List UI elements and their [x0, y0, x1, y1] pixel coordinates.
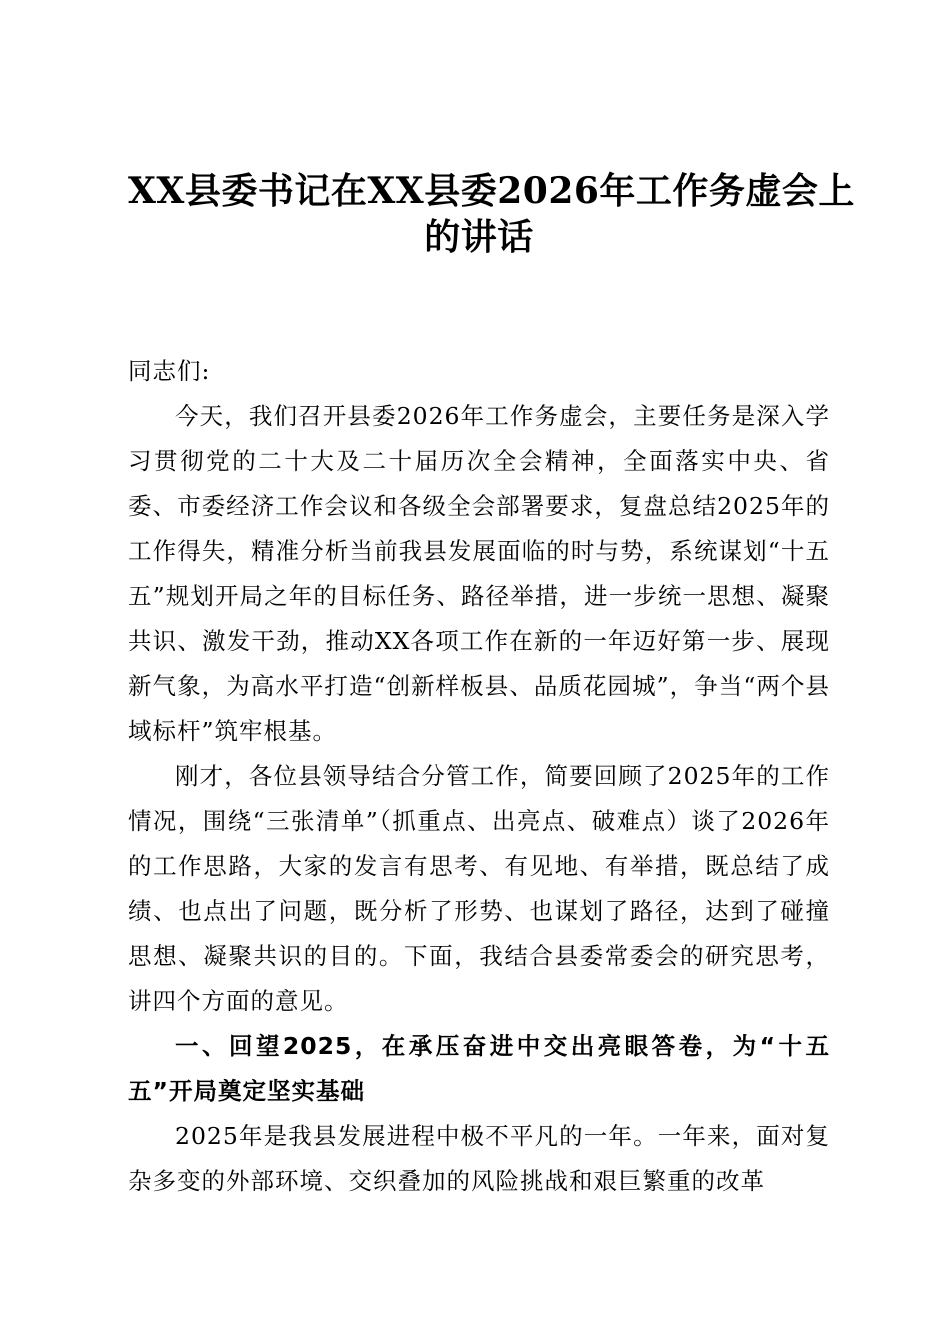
title-line-2: 的讲话 — [424, 216, 534, 258]
section-heading-1: 一、回望2025，在承压奋进中交出亮眼答卷，为“十五五”开局奠定坚实基础 — [128, 1032, 830, 1105]
paragraph-review: 刚才，各位县领导结合分管工作，简要回顾了2025年的工作情况，围绕“三张清单”（抓重点、出亮点、破难点）谈了2026年的工作思路，大家的发言有思考、有见地、有举措，既总结了成绩、也点出了问题，既分析了形势、也谋划了路径，达到了碰撞思想、凝聚共识的目的。下面，我结合县委常委会的研究思考，讲四个方面的意见。 — [128, 762, 830, 1015]
salutation: 同志们: — [128, 357, 211, 385]
section-paragraph-1: 2025年是我县发展进程中极不平凡的一年。一年来，面对复杂多变的外部环境、交织叠加的风险挑战和艰巨繁重的改革 — [128, 1122, 830, 1195]
document-body — [128, 168, 855, 1204]
document-title — [128, 168, 855, 260]
paragraph-opening: 今天，我们召开县委2026年工作务虚会，主要任务是深入学习贯彻党的二十大及二十届历次全会精神，全面落实中央、省委、市委经济工作会议和各级全会部署要求，复盘总结2025年的工作得失，精准分析当前我县发展面临的时与势，系统谋划“十五五”规划开局之年的目标任务、路径举措，进一步统一思想、凝聚共识、激发干劲，推动XX各项工作在新的一年迈好第一步、展现新气象，为高水平打造“创新样板县、品质花园城”，争当“两个县域标杆”筑牢根基。 — [128, 402, 830, 745]
title-line-1: XX县委书记在XX县委2026年工作务虚会上 — [128, 170, 855, 212]
